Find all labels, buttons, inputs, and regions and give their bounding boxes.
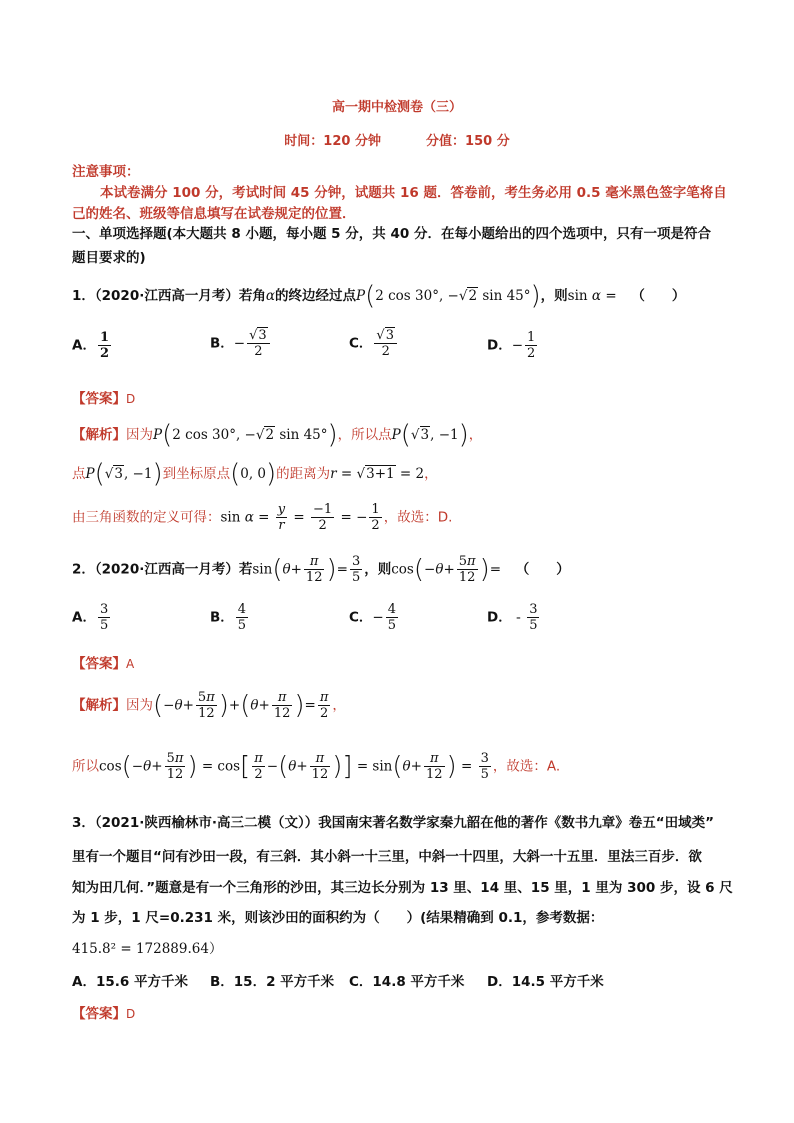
question-1-solution-line2: 点P(√3, −1)到坐标原点(0, 0)的距离为r = √3+1 = 2，: [72, 459, 438, 489]
question-3-line4: 为 1 步，1 尺=0.231 米，则该沙田的面积约为（ ）(结果精确到 0.1，参考数据：: [72, 910, 604, 926]
question-2-solution-line1: 【解析】因为(−θ+ $\frac{5\pi}{12}$ )+(θ+ $\frac{\pi}{12}$ )= $\frac{\pi}{2}$ ，: [72, 690, 346, 721]
question-3-answer: 【答案】D: [72, 1006, 136, 1022]
question-1-option-a: A． $\frac{1}{2}$: [72, 330, 109, 361]
question-3-line5: 415.8² = 172889.64）: [72, 941, 223, 957]
question-3-line1: 3．（2021·陕西榆林市·高三二模（文））我国南宋著名数学家秦九韶在他的著作《数书九章》卷五“田域类”: [72, 815, 714, 831]
notes-line2: 己的姓名、班级等信息填写在试卷规定的位置．: [72, 206, 356, 222]
exam-info: [0, 130, 794, 149]
question-3-option-c: C．14.8 平方千米: [349, 974, 465, 990]
notes-heading: 注意事项：: [72, 164, 140, 180]
question-2-option-a: A． $\frac{3}{5}$: [72, 602, 109, 633]
question-2-option-d: D． - $\frac{3}{5}$: [487, 602, 538, 633]
question-2-option-b: B． $\frac{4}{5}$: [210, 602, 247, 633]
section1-line2: 题目要求的): [72, 250, 146, 266]
question-1-stem: 1．（2020·江西高一月考）若角α的终边经过点P(2 cos 30°, −√2 sin 45°)，则sin α = （ ）: [72, 281, 686, 311]
time-label: 时间：120 分钟: [284, 134, 381, 149]
question-2-stem: 2．（2020·江西高一月考）若sin(θ+ $\frac{\pi}{12}$ )= $\frac{3}{5}$ ，则cos(−θ+ $\frac{5\pi}{12}$ )= （ ）: [72, 554, 570, 585]
question-1-solution-line1: 【解析】因为P(2 cos 30°, −√2 sin 45°)，所以点P(√3, −1)，: [72, 420, 483, 450]
question-3-option-b: B．15．2 平方千米: [210, 974, 335, 990]
notes-line1: 本试卷满分 100 分，考试时间 45 分钟，试题共 16 题．答卷前，考生务必用 0.5 毫米黑色签字笔将自: [100, 185, 727, 201]
question-1-answer: 【答案】D: [72, 391, 136, 407]
question-3-option-a: A．15.6 平方千米: [72, 974, 188, 990]
question-2-answer: 【答案】A: [72, 656, 135, 672]
question-1-solution-line3: 由三角函数的定义可得：sin α = $\frac{y}{r}$ = $\frac{-1}{2}$ = − $\frac{1}{2}$ ，故选：D.: [72, 502, 453, 533]
question-2-option-c: C．− $\frac{4}{5}$: [349, 602, 397, 633]
question-3-option-d: D．14.5 平方千米: [487, 974, 604, 990]
question-1-option-b: B．− $\frac{√3}{2}$: [210, 329, 272, 358]
question-1-option-d: D．− $\frac{1}{2}$: [487, 330, 536, 361]
question-3-line3: 知为田几何．”题意是有一个三角形的沙田，其三边长分别为 13 里、14 里、15 里，1 里为 300 步，设 6 尺: [72, 880, 733, 896]
question-1-option-c: C． $\frac{√3}{2}$: [349, 329, 399, 358]
section1-line1: 一、单项选择题(本大题共 8 小题，每小题 5 分，共 40 分．在每小题给出的四个选项中，只有一项是符合: [72, 226, 711, 242]
score-label: 分值：150 分: [426, 134, 510, 149]
question-3-line2: 里有一个题目“问有沙田一段，有三斜．其小斜一十三里，中斜一十四里，大斜一十五里．里法三百步．欲: [72, 849, 702, 865]
question-2-solution-line2: 所以cos(−θ+ $\frac{5\pi}{12}$ ) = cos[ $\frac{\pi}{2}$ −(θ+ $\frac{\pi}{12}$ )] = sin(θ+ $\frac{\pi}{12}$ ) = $\frac{3}{5}$ ，故选：A.: [72, 751, 561, 782]
page-title: 高一期中检测卷（三）: [331, 100, 462, 115]
